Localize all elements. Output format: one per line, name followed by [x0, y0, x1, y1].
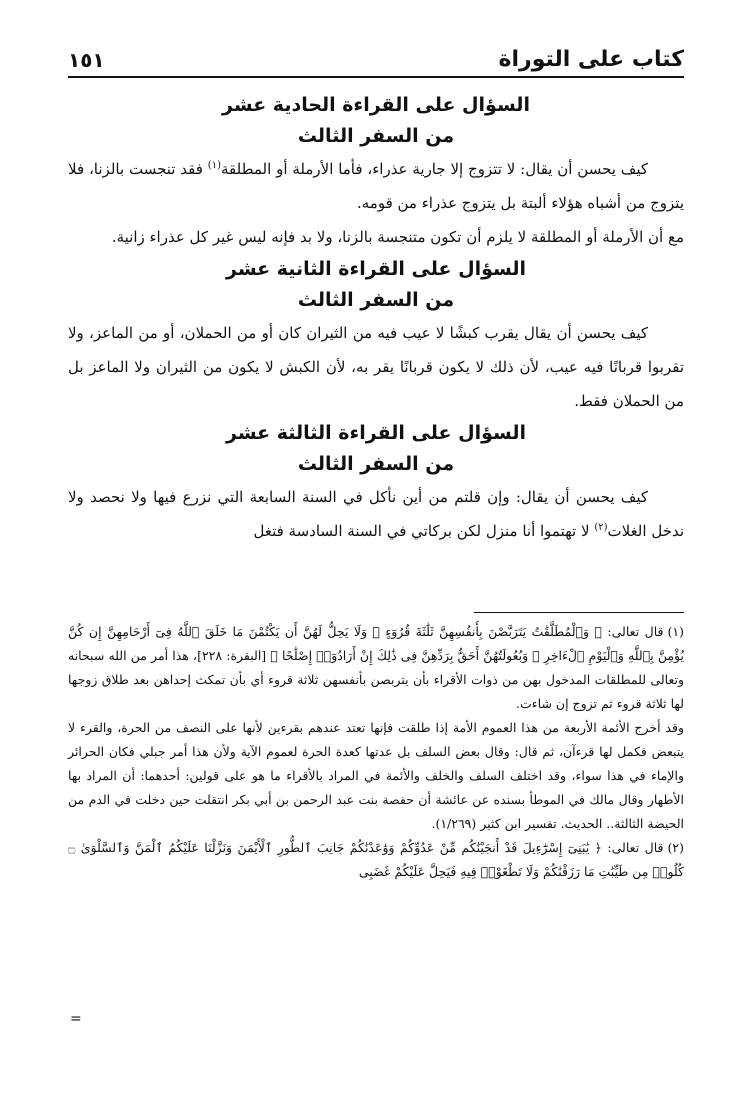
footnote-reference[interactable]: (٢)	[594, 522, 608, 533]
footnote	[68, 836, 684, 884]
quran-verse: ﴿ يَٰبَنِىٓ إِسْرَٰٓءِيلَ قَدْ أَنجَيْنَٰكُم مِّنْ عَدُوِّكُمْ وَوَٰعَدْنَٰكُمْ جَانِبَ ٱلطُّورِ ٱلْأَيْمَنَ وَنَزَّلْنَا عَلَيْكُمُ ٱلْمَنَّ وَٱلسَّلْوَىٰ ۝ كُلُوا۟ مِن طَيِّبَٰتِ مَا رَزَقْنَٰكُمْ وَلَا تَطْغَوْا۟ فِيهِ فَيَحِلَّ عَلَيْكُمْ غَضَبِى	[68, 840, 684, 879]
paragraph	[68, 152, 684, 220]
section-heading: السؤال على القراءة الحادية عشر	[222, 94, 530, 116]
footnote	[68, 620, 684, 716]
paragraph-text: فقد تنجست بالزنا، فلا يتزوج من أشباه هؤلاء ألبتة بل يتزوج عذراء من قومه.	[68, 160, 684, 212]
section-subheading: من السفر الثالث	[297, 453, 455, 475]
paragraph-text: كيف يحسن أن يقال: لا تتزوج إلا جارية عذراء، فأما الأرملة أو المطلقة	[220, 160, 648, 178]
paragraph-text: كيف يحسن أن يقال: وإن قلتم من أين نأكل في السنة السابعة التي نزرع فيها ولا نحصد ولا ندخل الغلات	[68, 488, 684, 540]
page-number: ١٥١	[68, 48, 105, 72]
footnote-number: (١)	[667, 624, 684, 639]
paragraph: مع أن الأرملة أو المطلقة لا يلزم أن تكون متنجسة بالزنا، ولا بد فإنه ليس غير كل عذراء زانية.	[111, 228, 684, 246]
footnote-intro: قال تعالى:	[601, 840, 664, 855]
section-subheading: من السفر الثالث	[297, 125, 455, 147]
footnote-continuation: وقد أخرج الأئمة الأربعة من هذا العموم الأمة إذا طلقت فإنها تعتد عندهم بقرءين لأنها على النصف من الحرة، والقرء لا يتبعض فكمل لها قرءآن، ثم قال: وقال بعض السلف بل عدتها كعدة الحرة لعموم الآية ولأن هذا أمر جبلي فكان الحرائر والإماء في هذا سواء، وقد اختلف السلف والخلف والأئمة في المراد بالأقراء ما هو على قولين: أحدهما: أن المراد بها الأطهار وقال مالك في الموطأ بسنده عن عائشة أن حفصة بنت عبد الرحمن بن أبي بكر انتقلت حين دخلت في الدم من الحيضة الثالثة.. الحديث. تفسير ابن كثير (١/٢٦٩).	[68, 720, 684, 831]
quran-verse: ﴿ وَٱلْمُطَلَّقَٰتُ يَتَرَبَّصْنَ بِأَنفُسِهِنَّ ثَلَٰثَةَ قُرُوٓءٍ ۚ وَلَا يَحِلُّ لَهُنَّ أَن يَكْتُمْنَ مَا خَلَقَ ٱللَّهُ فِىٓ أَرْحَامِهِنَّ إِن كُنَّ يُؤْمِنَّ بِٱللَّهِ وَٱلْيَوْمِ ٱلْءَاخِرِ ۚ وَبُعُولَتُهُنَّ أَحَقُّ بِرَدِّهِنَّ فِى ذَٰلِكَ إِنْ أَرَادُوٓا۟ إِصْلَٰحًا ﴾	[68, 624, 684, 663]
continuation-mark: =	[70, 1011, 82, 1027]
footnote-separator	[474, 612, 684, 613]
paragraph	[68, 480, 684, 548]
paragraph-text: لا تهتموا أنا منزل لكن بركاتي في السنة السادسة فتغل	[253, 522, 595, 540]
running-header	[68, 30, 684, 78]
book-title: كتاب على التوراة	[498, 47, 684, 72]
footnotes	[68, 620, 684, 884]
section-subheading: من السفر الثالث	[297, 289, 455, 311]
footnote-intro: قال تعالى:	[602, 624, 664, 639]
footnote-reference[interactable]: (١)	[207, 160, 221, 171]
section-heading: السؤال على القراءة الثانية عشر	[226, 258, 526, 280]
paragraph: كيف يحسن أن يقال يقرب كبشًا لا عيب فيه من الثيران كان أو من الحملان، أو من الماعز، ولا تقربوا قربانًا فيه عيب، لأن ذلك لا يكون قربانًا يقر به، لأن الكبش لا يكون من الثيران ولا الماعز بل من الحملان فقط.	[68, 324, 684, 410]
section-heading: السؤال على القراءة الثالثة عشر	[226, 422, 526, 444]
footnote-text: [البقرة: ٢٢٨]، هذا أمر من الله سبحانه وتعالى للمطلقات المدخول بهن من ذوات الأقراء بأن يتربصن بأنفسهن ثلاثة قروء أي بأن تمكث إحداهن بعد طلاق زوجها لها ثلاثة قروء ثم تزوج إن شاءت.	[68, 648, 684, 711]
footnote-number: (٢)	[667, 840, 684, 855]
